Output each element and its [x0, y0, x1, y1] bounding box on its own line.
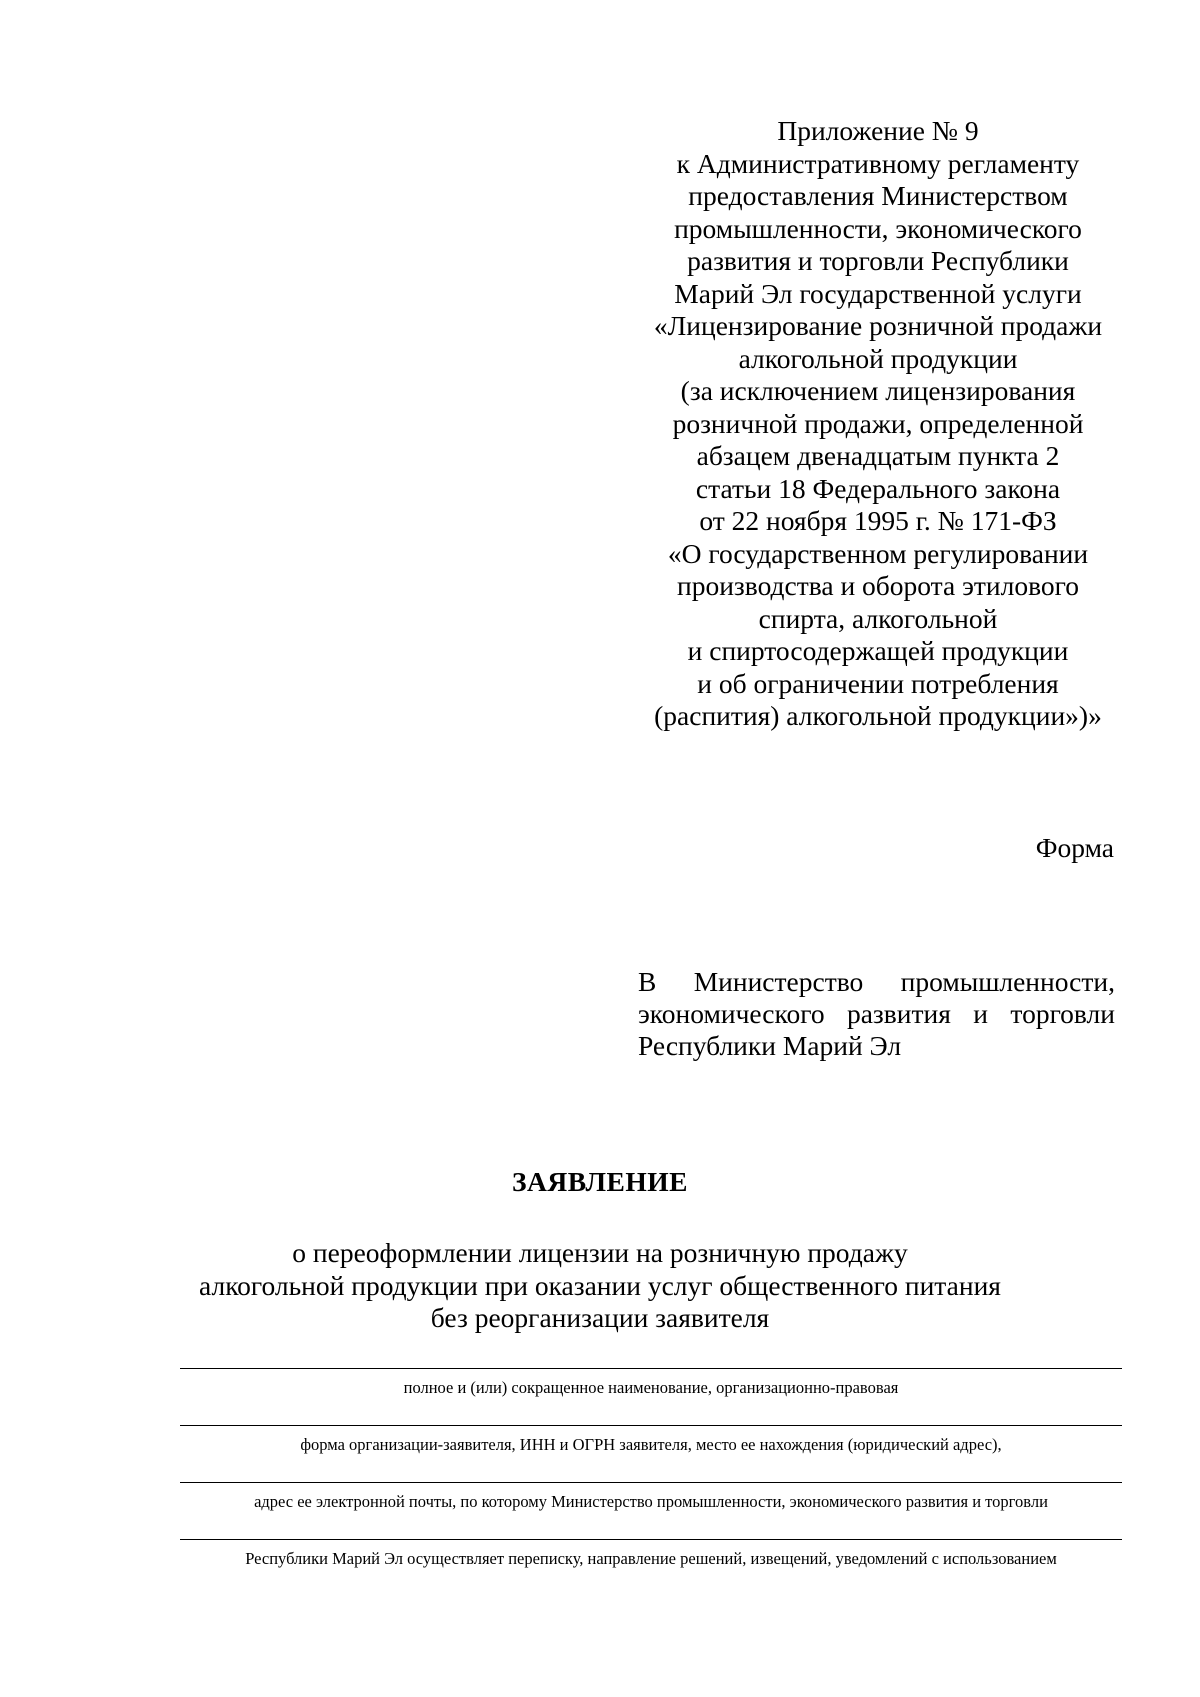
- subtitle-line: без реорганизации заявителя: [430, 1302, 770, 1333]
- appendix-line: промышленности, экономического: [674, 212, 1082, 244]
- appendix-line: статьи 18 Федерального закона: [695, 472, 1061, 504]
- form-label: Форма: [1035, 832, 1114, 863]
- appendix-line: «Лицензирование розничной продажи: [653, 310, 1103, 341]
- appendix-line: (распития) алкогольной продукции»)»: [654, 700, 1102, 731]
- appendix-line: и спиртосодержащей продукции: [687, 635, 1069, 666]
- blank-field-line: [180, 1539, 1122, 1540]
- addressee-line: В Министерство промышленности,: [638, 966, 1115, 997]
- appendix-line: от 22 ноября 1995 г. № 171-ФЗ: [699, 505, 1057, 536]
- field-caption: адрес ее электронной почты, по которому Министерство промышленности, экономического развития и торговли: [254, 1492, 1048, 1511]
- appendix-line: развития и торговли Республики: [687, 245, 1069, 276]
- field-caption: форма организации-заявителя, ИНН и ОГРН заявителя, место ее нахождения (юридический адрес),: [300, 1435, 1002, 1454]
- appendix-line: предоставления Министерством: [688, 180, 1068, 211]
- appendix-line: розничной продажи, определенной: [672, 407, 1084, 439]
- appendix-line: и об ограничении потребления: [697, 667, 1059, 699]
- appendix-line: «О государственном регулировании: [667, 537, 1089, 569]
- appendix-line: спирта, алкогольной: [758, 602, 998, 634]
- appendix-line: к Административному регламенту: [676, 147, 1080, 179]
- blank-field-line: [180, 1368, 1122, 1369]
- document-title: ЗАЯВЛЕНИЕ: [512, 1166, 688, 1197]
- appendix-line: Марий Эл государственной услуги: [674, 277, 1082, 309]
- field-caption: Республики Марий Эл осуществляет переписку, направление решений, извещений, уведомлений с использованием: [245, 1549, 1057, 1568]
- subtitle-line: о переоформлении лицензии на розничную продажу: [292, 1237, 908, 1268]
- blank-field-line: [180, 1425, 1122, 1426]
- addressee-line: Республики Марий Эл: [638, 1030, 902, 1061]
- blank-field-line: [180, 1482, 1122, 1483]
- document-subtitle: [0, 1237, 1200, 1335]
- appendix-line: производства и оборота этилового: [676, 570, 1080, 601]
- appendix-line: абзацем двенадцатым пункта 2: [696, 440, 1060, 471]
- appendix-line: (за исключением лицензирования: [680, 375, 1076, 406]
- field-caption: полное и (или) сокращенное наименование, организационно-правовая: [403, 1378, 899, 1397]
- appendix-line: алкогольной продукции: [738, 342, 1018, 374]
- addressee-block: [638, 966, 1115, 1062]
- subtitle-line: алкогольной продукции при оказании услуг общественного питания: [199, 1269, 1001, 1301]
- appendix-line: Приложение № 9: [777, 115, 979, 146]
- addressee-line: экономического развития и торговли: [638, 998, 1115, 1029]
- appendix-header: [618, 115, 1138, 733]
